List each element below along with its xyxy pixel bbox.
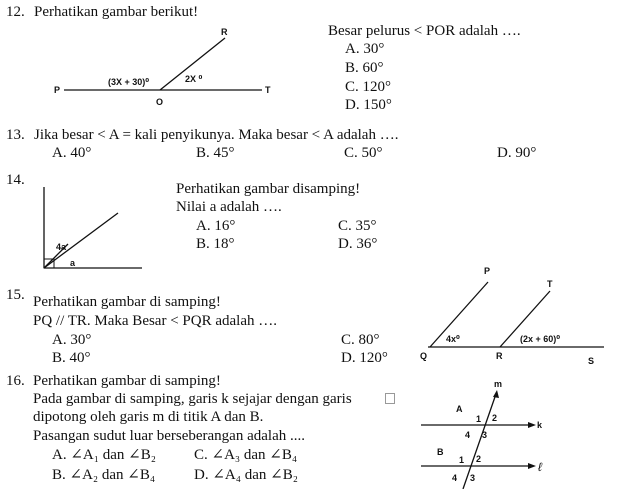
q12-label-r: R [221,27,228,37]
q12-option-b: B. 60° [345,60,384,76]
q13-option-b: B. 45° [196,145,235,161]
q14-label-a: a [70,258,76,268]
q14-option-b: B. 18° [196,236,235,252]
q14-option-d: D. 36° [338,236,378,252]
q15-number: 15. [6,287,25,303]
q12-option-d: D. 150° [345,97,392,113]
q15-line1: Perhatikan gambar di samping! [33,294,221,310]
q16-angle-b1: 1 [459,455,465,465]
q16-line3: dipotong oleh garis m di titik A dan B. [33,409,264,425]
q16-angle-b2: 2 [476,454,482,464]
q15-label-t: T [547,279,553,289]
q15-option-d: D. 120° [341,350,388,366]
q16-label-m: m [494,379,503,389]
q15-label-q: Q [420,351,428,361]
q14-line2: Nilai a adalah …. [176,199,282,215]
q16-label-l: ℓ [538,460,542,474]
q12-text: Perhatikan gambar berikut! [34,4,199,20]
q12-angle-1: (3X + 30)⁰ [108,77,150,87]
q12-option-a: A. 30° [345,41,385,57]
q16-number: 16. [6,373,25,389]
q12-label-o: O [156,97,164,107]
q14-number: 14. [6,172,25,188]
q16-angle-a4: 4 [465,430,471,440]
q15-angle-2: (2x + 60)⁰ [520,334,561,344]
q16-option-a: A. ∠A₁ dan ∠B₂ [52,447,156,463]
q16-angle-b4: 4 [452,473,458,483]
q15-label-p: P [484,266,491,276]
q16-line2: Pada gambar di samping, garis k sejajar dengan garis [33,391,352,407]
q12-number: 12. [6,4,25,20]
q13-text: Jika besar < A = kali penyikunya. Maka besar < A adalah …. [34,127,399,143]
q16-line1: Perhatikan gambar di samping! [33,373,221,389]
q16-option-d: D. ∠A₄ dan ∠B₂ [194,467,298,483]
q16-label-b: B [437,447,444,457]
q15-option-a: A. 30° [52,332,92,348]
q13-option-c: C. 50° [344,145,383,161]
q12-option-c: C. 120° [345,79,392,95]
q16-angle-b3: 3 [470,473,476,483]
q15-label-s: S [588,356,595,366]
q16-angle-a3: 3 [482,430,488,440]
q15-option-c: C. 80° [341,332,380,348]
q15-line2: PQ // TR. Maka Besar < PQR adalah …. [33,313,277,329]
q12-angle-2: 2X ⁰ [185,74,203,84]
q14-line1: Perhatikan gambar disamping! [176,181,361,197]
q15-option-b: B. 40° [52,350,91,366]
q16-option-b: B. ∠A₂ dan ∠B₄ [52,467,156,483]
q12-question: Besar pelurus < POR adalah …. [328,23,521,39]
placeholder-box-icon [385,393,395,404]
q13-number: 13. [6,127,25,143]
q16-angle-a1: 1 [476,414,482,424]
q16-label-a: A [456,404,463,414]
q16-line4: Pasangan sudut luar berseberangan adalah .... [33,428,305,444]
q14-option-c: C. 35° [338,218,377,234]
q12-label-t: T [265,85,271,95]
q16-angle-a2: 2 [492,413,498,423]
q14-label-4a: 4a [56,242,67,252]
q13-option-a: A. 40° [52,145,92,161]
q13-option-d: D. 90° [497,145,537,161]
q12-label-p: P [54,85,61,95]
q14-option-a: A. 16° [196,218,236,234]
q16-option-c: C. ∠A₃ dan ∠B₄ [194,447,298,463]
q16-label-k: k [537,420,543,430]
q15-label-r: R [496,351,503,361]
q15-angle-1: 4x⁰ [446,334,460,344]
